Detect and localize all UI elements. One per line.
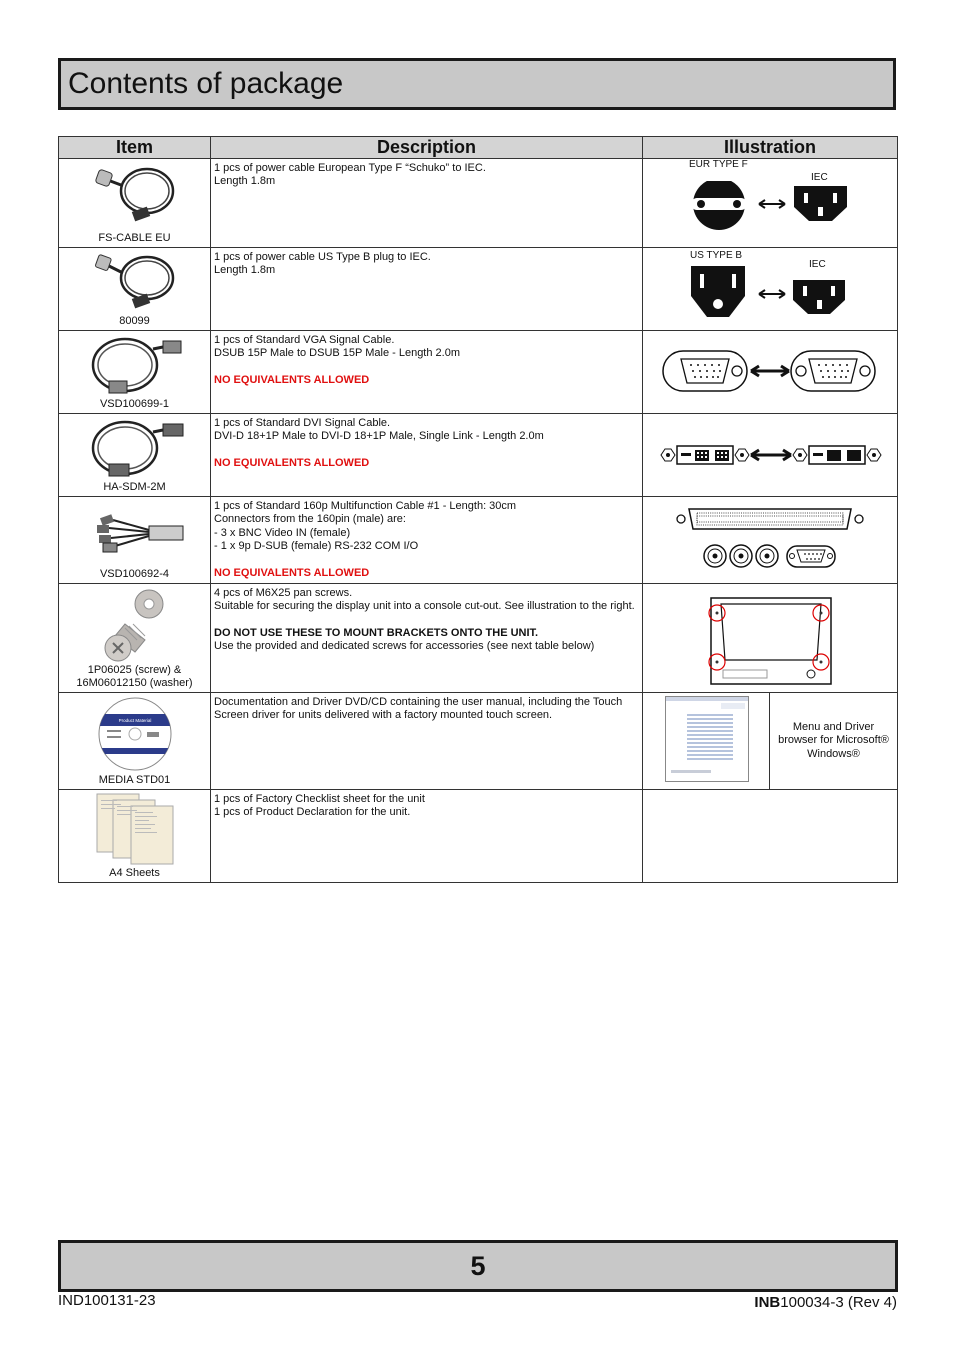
page-number: 5 [470,1251,486,1281]
item-name-line: 16M06012150 (washer) [76,677,193,689]
table-row [59,497,898,584]
item-cell [59,331,211,414]
doc-prefix: INB [754,1294,781,1311]
warning-text: NO EQUIVALENTS ALLOWED [214,456,370,469]
item-cell [59,790,211,883]
dvi-connector-pair-icon [659,444,883,466]
item-name: 80099 [119,315,150,327]
table-header-row [59,137,898,159]
item-name: FS-CABLE EU [98,232,171,244]
item-name: A4 Sheets [109,867,160,879]
illustration-cell [643,159,898,248]
document-code-left: IND100131-23 [58,1292,156,1309]
illustration-cell [643,497,898,584]
item-name: VSD100692-4 [99,568,170,580]
item-name: HA-SDM-2M [103,481,166,493]
warning-text: NO EQUIVALENTS ALLOWED [214,373,370,386]
item-cell [59,693,211,790]
illustration-cell [643,790,898,883]
header-description: Description [211,137,643,159]
us-type-b-to-iec-icon [689,262,859,320]
iec-label: IEC [809,259,826,270]
plug-label: EUR TYPE F [689,159,748,170]
description-cell [211,790,643,883]
desc-line: 1 pcs of Factory Checklist sheet for the unit [214,793,425,805]
desc-line: Connectors from the 160pin (male) are: [214,513,406,526]
illustration-cell [643,248,898,331]
description-cell [211,331,643,414]
menu-browser-thumbnail [665,696,749,782]
table-row [59,790,898,883]
vga-connector-pair-icon [659,349,881,393]
doc-code: 100034-3 (Rev 4) [780,1294,897,1311]
desc-line: Documentation and Driver DVD/CD containing the user manual, including the Touch Screen driver for units delivered with a factory mounted touch screen. [214,696,623,722]
description-cell [211,693,643,790]
desc-line: 4 pcs of M6X25 pan screws. [214,587,353,599]
table-row [59,331,898,414]
item-name-line: 1P06025 (screw) & [87,664,182,676]
warning-text: DO NOT USE THESE TO MOUNT BRACKETS ONTO THE UNIT. [214,626,539,639]
desc-line: 1 pcs of power cable European Type F “Schuko” to IEC. [214,162,486,174]
desc-line: Use the provided and dedicated screws for accessories (see next table below) [214,640,595,653]
item-cell [59,414,211,497]
browser-screenshot-frame [643,693,770,789]
table-row [59,584,898,693]
warning-text: NO EQUIVALENTS ALLOWED [214,566,370,579]
header-illustration: Illustration [643,137,898,159]
dvi-cable-image [59,414,210,482]
table-row [59,693,898,790]
display-mounting-icon [707,594,835,688]
page-title: Contents of package [68,67,344,100]
page-title-bar [58,58,896,110]
item-cell [59,584,211,693]
item-name [59,664,210,690]
description-cell [211,414,643,497]
header-item: Item [59,137,211,159]
illustration-cell [643,584,898,693]
screw-washer-image [59,584,210,664]
illustration-cell [643,414,898,497]
desc-line: Length 1.8m [214,264,276,277]
desc-line: DVI-D 18+1P Male to DVI-D 18+1P Male, Single Link - Length 2.0m [214,430,544,443]
schuko-to-iec-icon [687,181,857,231]
illustration-caption: Menu and Driver browser for Microsoft® Windows® [778,720,889,760]
160pin-connector-icon [673,505,869,575]
page-number-bar [58,1240,898,1292]
item-cell [59,497,211,584]
description-cell [211,159,643,248]
description-cell [211,584,643,693]
desc-line: 1 pcs of Product Declaration for the unit. [214,806,411,819]
vga-cable-image [59,331,210,399]
desc-line: DSUB 15P Male to DSUB 15P Male - Length 2.0m [214,347,460,360]
power-cable-eu-image [59,159,210,231]
dvd-image [59,693,210,775]
desc-line: 1 pcs of power cable US Type B plug to IEC. [214,251,431,263]
iec-label: IEC [811,172,828,183]
desc-line: - 3 x BNC Video IN (female) [214,526,351,539]
plug-label: US TYPE B [690,250,743,261]
disc-label: Product Material [118,718,151,723]
illustration-cell [643,331,898,414]
desc-line: Length 1.8m [214,175,276,188]
table-row [59,248,898,331]
item-cell [59,248,211,331]
power-cable-us-image [59,248,210,316]
description-cell [211,248,643,331]
item-cell [59,159,211,248]
package-contents-table [58,136,898,883]
item-name: VSD100699-1 [99,398,170,410]
item-name: MEDIA STD01 [98,774,171,786]
desc-line: - 1 x 9p D-SUB (female) RS-232 COM I/O [214,540,419,553]
desc-line: 1 pcs of Standard VGA Signal Cable. [214,334,395,346]
illustration-cell [643,693,898,790]
a4-sheets-image [59,790,210,868]
desc-line: 1 pcs of Standard 160p Multifunction Cable #1 - Length: 30cm [214,500,517,512]
description-cell [211,497,643,584]
desc-line: 1 pcs of Standard DVI Signal Cable. [214,417,391,429]
desc-line: Suitable for securing the display unit into a console cut-out. See illustration to the right. [214,600,635,613]
multifunction-cable-image [59,497,210,569]
document-code-right [754,1294,897,1311]
table-row [59,159,898,248]
table-row [59,414,898,497]
